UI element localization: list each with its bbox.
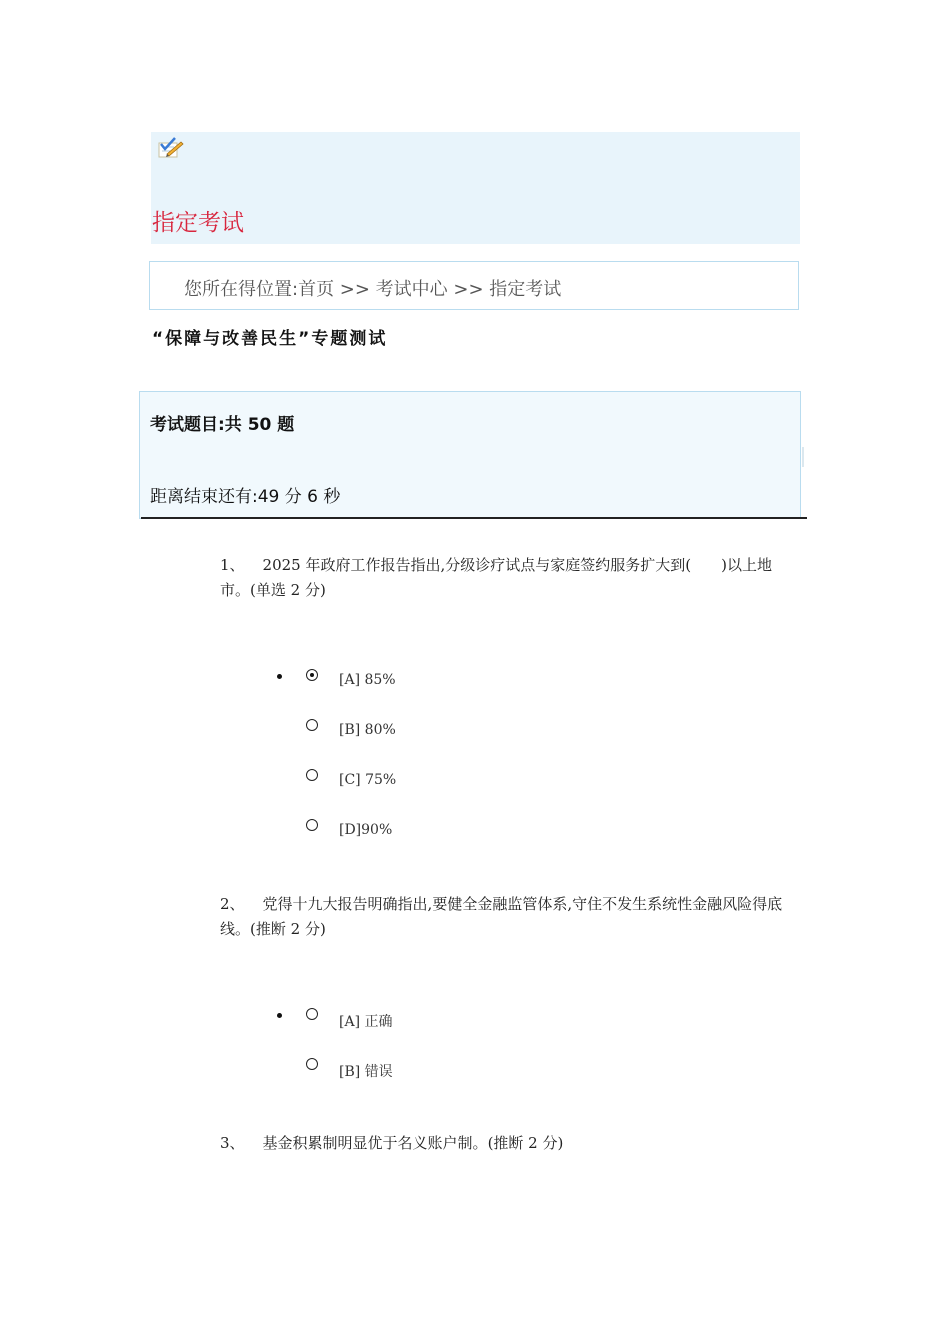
- header-panel: [151, 132, 800, 244]
- pencil-paper-icon: [155, 134, 185, 160]
- question-meta: (推断 2 分): [250, 920, 326, 938]
- option-label: [B] 错误: [339, 1064, 393, 1080]
- option-label: [D]90%: [339, 822, 393, 838]
- option-label: [C] 75%: [339, 772, 397, 788]
- countdown-timer: 距离结束还有:49 分 6 秒: [150, 487, 341, 507]
- question-text: 基金积累制明显优于名义账户制。: [262, 1134, 488, 1152]
- panel-edge-mark: [802, 447, 804, 467]
- question-count: 考试题目:共 50 题: [150, 415, 295, 435]
- question-number: 1、: [220, 556, 245, 574]
- radio-icon[interactable]: [306, 1008, 318, 1020]
- radio-icon[interactable]: [306, 719, 318, 731]
- question-text: 党得十九大报告明确指出,要健全金融监管体系,守住不发生系统性金融风险得底线。: [220, 895, 783, 938]
- radio-selected-icon[interactable]: [306, 669, 318, 681]
- list-bullet: [277, 674, 282, 679]
- question-number: 3、: [220, 1134, 245, 1152]
- list-bullet: [277, 1013, 282, 1018]
- option-label: [A] 正确: [339, 1014, 393, 1030]
- option-label: [B] 80%: [339, 722, 396, 738]
- question-meta: (推断 2 分): [487, 1134, 564, 1152]
- question-meta: (单选 2 分): [250, 581, 326, 599]
- option-label: [A] 85%: [339, 672, 396, 688]
- radio-icon[interactable]: [306, 819, 318, 831]
- exam-title: “保障与改善民生”专题测试: [152, 329, 388, 349]
- radio-icon[interactable]: [306, 769, 318, 781]
- question-3: [220, 1131, 795, 1156]
- question-1: [220, 553, 795, 603]
- breadcrumb-text[interactable]: 您所在得位置:首页 >> 考试中心 >> 指定考试: [184, 279, 562, 300]
- question-text: 2025 年政府工作报告指出,分级诊疗试点与家庭签约服务扩大到( )以上地市。: [220, 556, 772, 599]
- page-title: 指定考试: [152, 210, 244, 236]
- question-number: 2、: [220, 895, 245, 913]
- breadcrumb: [149, 261, 799, 310]
- radio-icon[interactable]: [306, 1058, 318, 1070]
- question-2: [220, 892, 795, 942]
- exam-info-panel: [139, 391, 801, 519]
- divider: [141, 517, 807, 519]
